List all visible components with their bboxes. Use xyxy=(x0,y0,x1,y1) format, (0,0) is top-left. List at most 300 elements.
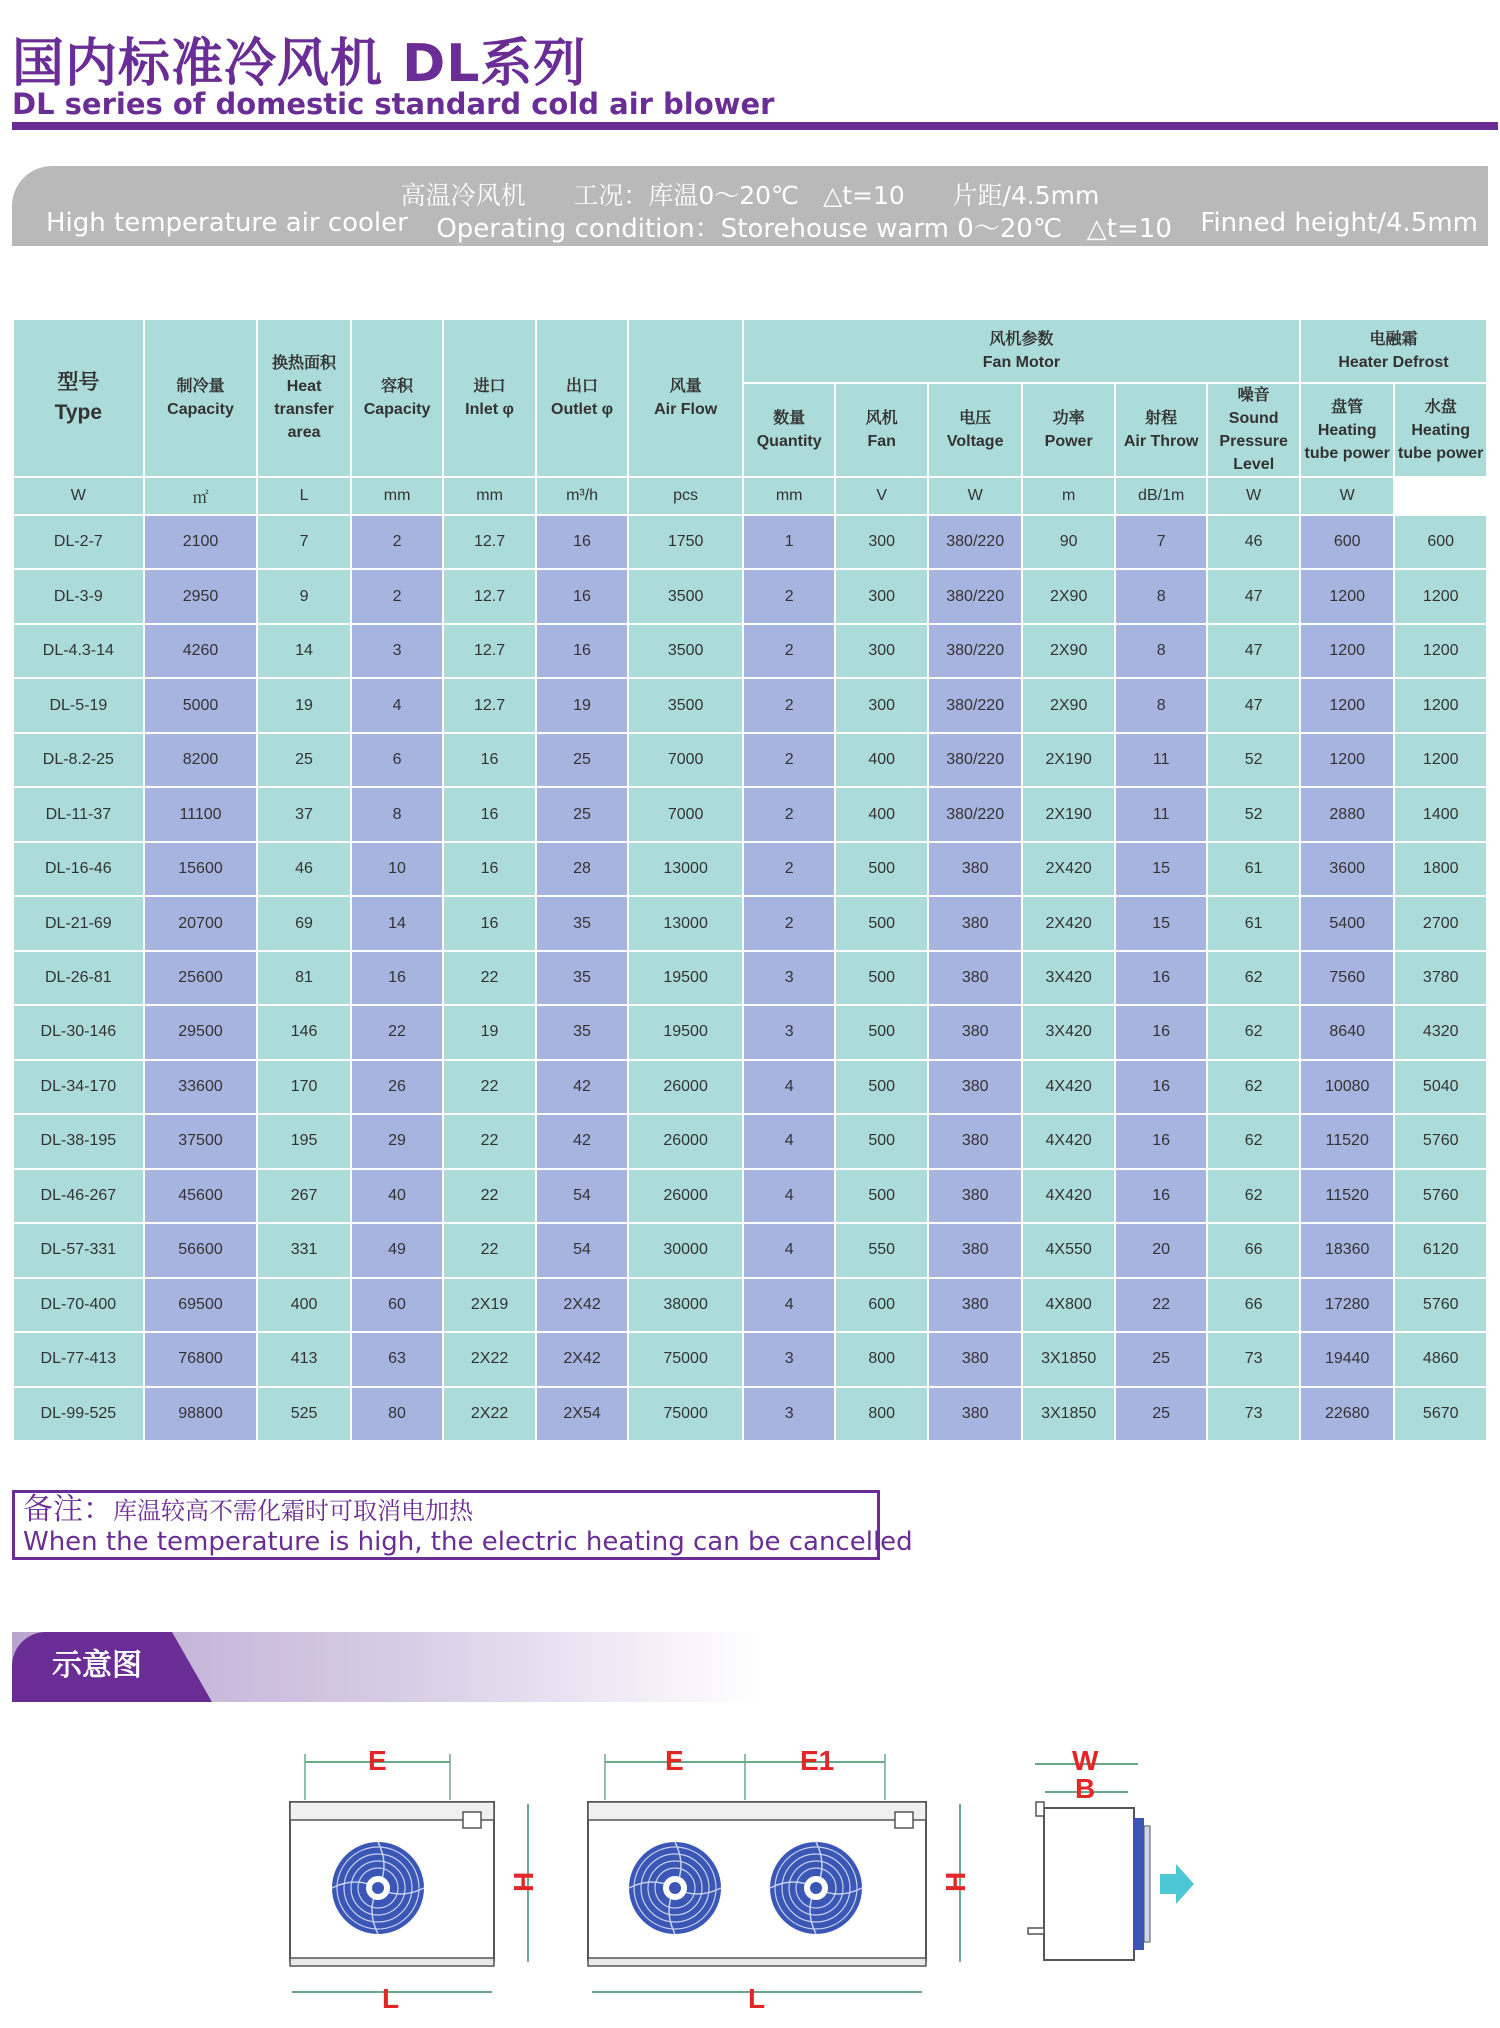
table-cell: 62 xyxy=(1207,1060,1300,1114)
table-cell: 1200 xyxy=(1394,624,1487,678)
table-cell: 16 xyxy=(1115,951,1208,1005)
table-cell: 14 xyxy=(257,624,351,678)
table-cell: 380 xyxy=(928,896,1023,950)
table-cell: 2X90 xyxy=(1022,569,1115,623)
table-cell: 2X22 xyxy=(443,1387,536,1442)
table-cell: 90 xyxy=(1022,515,1115,569)
spec-table xyxy=(12,318,1488,1442)
table-cell: 69 xyxy=(257,896,351,950)
table-cell: 5760 xyxy=(1394,1278,1487,1332)
table-cell: 2950 xyxy=(144,569,258,623)
table-cell: 15 xyxy=(1115,842,1208,896)
table-row xyxy=(13,1005,1487,1059)
table-cell: 16 xyxy=(536,515,629,569)
table-cell: 16 xyxy=(351,951,444,1005)
table-cell: 300 xyxy=(835,624,928,678)
table-cell: 11 xyxy=(1115,787,1208,841)
table-cell: 2X420 xyxy=(1022,842,1115,896)
table-cell: 380 xyxy=(928,1005,1023,1059)
table-cell: 146 xyxy=(257,1005,351,1059)
table-cell: 22680 xyxy=(1300,1387,1395,1442)
table-cell: 20 xyxy=(1115,1223,1208,1277)
dim-label-B: B xyxy=(1075,1773,1096,1804)
schematic-title: 示意图 xyxy=(52,1648,142,1683)
table-row xyxy=(13,1387,1487,1442)
table-cell: 3780 xyxy=(1394,951,1487,1005)
table-cell: 1200 xyxy=(1394,733,1487,787)
unit-cell: W xyxy=(1207,477,1300,515)
spec-table-body xyxy=(13,515,1487,1441)
table-cell: 19500 xyxy=(628,951,743,1005)
table-cell: 4 xyxy=(743,1223,836,1277)
table-cell: 98800 xyxy=(144,1387,258,1442)
table-cell: 46 xyxy=(257,842,351,896)
table-cell: 1200 xyxy=(1300,678,1395,732)
table-cell: 5760 xyxy=(1394,1114,1487,1168)
table-row xyxy=(13,1332,1487,1386)
unit-cell: mm xyxy=(351,477,444,515)
table-cell: 4 xyxy=(743,1278,836,1332)
header-type: 型号 Type xyxy=(13,319,144,477)
table-cell: 15600 xyxy=(144,842,258,896)
table-cell: 22 xyxy=(443,1169,536,1223)
table-cell: 300 xyxy=(835,678,928,732)
model-cell: DL-38-195 xyxy=(13,1114,144,1168)
model-cell: DL-57-331 xyxy=(13,1223,144,1277)
table-cell: 30000 xyxy=(628,1223,743,1277)
table-cell: 13000 xyxy=(628,896,743,950)
dim-label-E-unit1: E xyxy=(368,1745,387,1776)
unit-cell: ㎡ xyxy=(144,477,258,515)
table-cell: 400 xyxy=(835,733,928,787)
table-row xyxy=(13,1114,1487,1168)
table-cell: 35 xyxy=(536,896,629,950)
table-cell: 18360 xyxy=(1300,1223,1395,1277)
table-cell: 19 xyxy=(536,678,629,732)
unit-cell: pcs xyxy=(628,477,743,515)
table-cell: 73 xyxy=(1207,1332,1300,1386)
note-label: 备注： xyxy=(23,1492,113,1527)
table-cell: 3X420 xyxy=(1022,951,1115,1005)
table-cell: 3600 xyxy=(1300,842,1395,896)
table-cell: 9 xyxy=(257,569,351,623)
schematic-diagram xyxy=(0,1740,1500,2028)
table-cell: 25 xyxy=(536,733,629,787)
table-cell: 54 xyxy=(536,1223,629,1277)
table-cell: 2 xyxy=(743,733,836,787)
table-cell: 2 xyxy=(351,569,444,623)
table-cell: 2 xyxy=(743,678,836,732)
table-cell: 66 xyxy=(1207,1223,1300,1277)
table-cell: 19 xyxy=(257,678,351,732)
table-cell: 1200 xyxy=(1300,569,1395,623)
fan-icon-unit1 xyxy=(332,1842,424,1934)
table-cell: 1800 xyxy=(1394,842,1487,896)
header-quantity: 数量 Quantity xyxy=(743,383,836,477)
table-cell: 3X420 xyxy=(1022,1005,1115,1059)
table-cell: 19 xyxy=(443,1005,536,1059)
table-cell: 2 xyxy=(743,842,836,896)
table-cell: 500 xyxy=(835,842,928,896)
table-cell: 5760 xyxy=(1394,1169,1487,1223)
table-row xyxy=(13,515,1487,569)
table-cell: 2X90 xyxy=(1022,678,1115,732)
header-air-throw: 射程 Air Throw xyxy=(1115,383,1208,477)
table-cell: 19500 xyxy=(628,1005,743,1059)
table-cell: 2X22 xyxy=(443,1332,536,1386)
table-cell: 4 xyxy=(743,1114,836,1168)
page-title-en: DL series of domestic standard cold air blower xyxy=(12,87,775,121)
table-cell: 29500 xyxy=(144,1005,258,1059)
table-cell: 75000 xyxy=(628,1387,743,1442)
table-cell: 3500 xyxy=(628,569,743,623)
table-cell: 500 xyxy=(835,1169,928,1223)
fan-icon-unit2-right xyxy=(770,1842,862,1934)
table-cell: 3 xyxy=(351,624,444,678)
table-cell: 2X190 xyxy=(1022,733,1115,787)
table-cell: 22 xyxy=(443,1060,536,1114)
table-cell: 2100 xyxy=(144,515,258,569)
table-cell: 8640 xyxy=(1300,1005,1395,1059)
table-cell: 3 xyxy=(743,1387,836,1442)
table-cell: 46 xyxy=(1207,515,1300,569)
table-cell: 80 xyxy=(351,1387,444,1442)
note-cn xyxy=(23,1492,869,1527)
table-cell: 380/220 xyxy=(928,624,1023,678)
table-cell: 2X420 xyxy=(1022,896,1115,950)
unit-cell: dB/1m xyxy=(1115,477,1208,515)
table-cell: 16 xyxy=(536,624,629,678)
table-cell: 380 xyxy=(928,1060,1023,1114)
operating-conditions-banner xyxy=(12,166,1488,246)
table-cell: 16 xyxy=(443,787,536,841)
units-row xyxy=(13,477,1487,515)
table-row xyxy=(13,1060,1487,1114)
table-cell: 25 xyxy=(1115,1332,1208,1386)
table-cell: 380/220 xyxy=(928,569,1023,623)
title-divider xyxy=(12,122,1498,130)
header-fan-motor: 风机参数 Fan Motor xyxy=(743,319,1300,383)
table-cell: 15 xyxy=(1115,896,1208,950)
model-cell: DL-34-170 xyxy=(13,1060,144,1114)
dim-label-L-unit2: L xyxy=(748,1983,766,2014)
unit-cell: m xyxy=(1022,477,1115,515)
header-capacity: 制冷量 Capacity xyxy=(144,319,258,477)
table-cell: 2 xyxy=(743,896,836,950)
table-cell: 81 xyxy=(257,951,351,1005)
model-cell: DL-4.3-14 xyxy=(13,624,144,678)
table-cell: 52 xyxy=(1207,787,1300,841)
table-cell: 73 xyxy=(1207,1387,1300,1442)
table-cell: 4 xyxy=(743,1169,836,1223)
table-row xyxy=(13,1169,1487,1223)
table-cell: 2 xyxy=(743,624,836,678)
table-cell: 800 xyxy=(835,1332,928,1386)
header-outlet: 出口 Outlet φ xyxy=(536,319,629,477)
header-inlet: 进口 Inlet φ xyxy=(443,319,536,477)
table-cell: 195 xyxy=(257,1114,351,1168)
table-cell: 16 xyxy=(443,842,536,896)
table-cell: 380/220 xyxy=(928,515,1023,569)
table-cell: 7 xyxy=(257,515,351,569)
dim-label-H-unit2: H xyxy=(940,1871,971,1892)
table-cell: 11520 xyxy=(1300,1114,1395,1168)
table-cell: 16 xyxy=(1115,1005,1208,1059)
table-cell: 42 xyxy=(536,1060,629,1114)
table-cell: 16 xyxy=(443,733,536,787)
table-cell: 380 xyxy=(928,1114,1023,1168)
header-air-flow: 风量 Air Flow xyxy=(628,319,743,477)
table-cell: 61 xyxy=(1207,896,1300,950)
table-row xyxy=(13,896,1487,950)
side-view-drawing xyxy=(1028,1745,1194,1960)
table-cell: 66 xyxy=(1207,1278,1300,1332)
header-power: 功率 Power xyxy=(1022,383,1115,477)
table-cell: 4X420 xyxy=(1022,1060,1115,1114)
table-cell: 2X90 xyxy=(1022,624,1115,678)
table-cell: 25 xyxy=(1115,1387,1208,1442)
table-cell: 500 xyxy=(835,1114,928,1168)
model-cell: DL-30-146 xyxy=(13,1005,144,1059)
table-cell: 1400 xyxy=(1394,787,1487,841)
model-cell: DL-8.2-25 xyxy=(13,733,144,787)
table-cell: 2X42 xyxy=(536,1278,629,1332)
table-cell: 26 xyxy=(351,1060,444,1114)
table-cell: 300 xyxy=(835,569,928,623)
table-cell: 4X550 xyxy=(1022,1223,1115,1277)
table-cell: 45600 xyxy=(144,1169,258,1223)
model-cell: DL-77-413 xyxy=(13,1332,144,1386)
table-row xyxy=(13,733,1487,787)
model-cell: DL-70-400 xyxy=(13,1278,144,1332)
table-cell: 12.7 xyxy=(443,515,536,569)
table-cell: 2X190 xyxy=(1022,787,1115,841)
table-cell: 1750 xyxy=(628,515,743,569)
table-cell: 8 xyxy=(1115,569,1208,623)
table-cell: 380 xyxy=(928,1223,1023,1277)
model-cell: DL-26-81 xyxy=(13,951,144,1005)
conditions-en xyxy=(46,208,1478,245)
model-cell: DL-11-37 xyxy=(13,787,144,841)
table-cell: 500 xyxy=(835,1060,928,1114)
table-cell: 3 xyxy=(743,1332,836,1386)
table-cell: 500 xyxy=(835,1005,928,1059)
table-cell: 29 xyxy=(351,1114,444,1168)
table-cell: 400 xyxy=(257,1278,351,1332)
table-cell: 28 xyxy=(536,842,629,896)
table-cell: 7 xyxy=(1115,515,1208,569)
table-cell: 22 xyxy=(351,1005,444,1059)
header-volume: 容积 Capacity xyxy=(351,319,444,477)
table-row xyxy=(13,678,1487,732)
table-cell: 33600 xyxy=(144,1060,258,1114)
dim-label-H-unit1: H xyxy=(508,1871,539,1892)
model-cell: DL-46-267 xyxy=(13,1169,144,1223)
table-cell: 7560 xyxy=(1300,951,1395,1005)
table-cell: 4860 xyxy=(1394,1332,1487,1386)
table-cell: 16 xyxy=(443,896,536,950)
table-cell: 4X420 xyxy=(1022,1169,1115,1223)
table-cell: 47 xyxy=(1207,678,1300,732)
table-cell: 2880 xyxy=(1300,787,1395,841)
model-cell: DL-99-525 xyxy=(13,1387,144,1442)
table-cell: 22 xyxy=(443,1223,536,1277)
table-cell: 380 xyxy=(928,951,1023,1005)
table-cell: 380 xyxy=(928,1169,1023,1223)
table-cell: 6 xyxy=(351,733,444,787)
table-cell: 2 xyxy=(743,787,836,841)
table-cell: 69500 xyxy=(144,1278,258,1332)
table-cell: 380 xyxy=(928,1387,1023,1442)
table-cell: 1200 xyxy=(1394,678,1487,732)
model-cell: DL-3-9 xyxy=(13,569,144,623)
table-row xyxy=(13,787,1487,841)
table-cell: 1 xyxy=(743,515,836,569)
table-cell: 11100 xyxy=(144,787,258,841)
note-box xyxy=(12,1490,913,1560)
table-cell: 26000 xyxy=(628,1114,743,1168)
table-cell: 20700 xyxy=(144,896,258,950)
table-cell: 267 xyxy=(257,1169,351,1223)
table-cell: 5000 xyxy=(144,678,258,732)
table-cell: 800 xyxy=(835,1387,928,1442)
table-cell: 61 xyxy=(1207,842,1300,896)
table-cell: 300 xyxy=(835,515,928,569)
note-text-en: When the temperature is high, the electric heating can be cancelled xyxy=(23,1527,913,1557)
table-cell: 3500 xyxy=(628,624,743,678)
table-cell: 16 xyxy=(1115,1169,1208,1223)
table-cell: 600 xyxy=(1300,515,1395,569)
table-cell: 56600 xyxy=(144,1223,258,1277)
header-tray-heating: 水盘 Heating tube power xyxy=(1394,383,1487,477)
table-cell: 5670 xyxy=(1394,1387,1487,1442)
table-cell: 62 xyxy=(1207,1005,1300,1059)
page-title-cn: 国内标准冷风机 DL系列 xyxy=(12,34,587,94)
table-cell: 76800 xyxy=(144,1332,258,1386)
table-cell: 1200 xyxy=(1300,733,1395,787)
table-cell: 3 xyxy=(743,1005,836,1059)
table-cell: 7000 xyxy=(628,733,743,787)
table-row xyxy=(13,1223,1487,1277)
unit-cell: mm xyxy=(443,477,536,515)
table-cell: 380 xyxy=(928,842,1023,896)
table-cell: 4X800 xyxy=(1022,1278,1115,1332)
unit-cell: V xyxy=(835,477,928,515)
table-cell: 22 xyxy=(443,951,536,1005)
table-cell: 600 xyxy=(1394,515,1487,569)
table-cell: 25 xyxy=(257,733,351,787)
table-cell: 170 xyxy=(257,1060,351,1114)
table-cell: 19440 xyxy=(1300,1332,1395,1386)
table-cell: 4260 xyxy=(144,624,258,678)
table-cell: 22 xyxy=(1115,1278,1208,1332)
table-cell: 63 xyxy=(351,1332,444,1386)
table-cell: 3500 xyxy=(628,678,743,732)
table-cell: 5400 xyxy=(1300,896,1395,950)
table-cell: 2 xyxy=(351,515,444,569)
header-fan: 风机 Fan xyxy=(835,383,928,477)
table-cell: 600 xyxy=(835,1278,928,1332)
table-cell: 3X1850 xyxy=(1022,1387,1115,1442)
table-cell: 37 xyxy=(257,787,351,841)
table-cell: 14 xyxy=(351,896,444,950)
condition-fin-height: Finned height/4.5mm xyxy=(1200,208,1478,238)
table-cell: 37500 xyxy=(144,1114,258,1168)
table-cell: 413 xyxy=(257,1332,351,1386)
table-cell: 2700 xyxy=(1394,896,1487,950)
table-cell: 380/220 xyxy=(928,787,1023,841)
table-cell: 10080 xyxy=(1300,1060,1395,1114)
fan-icon-unit2-left xyxy=(629,1842,721,1934)
table-cell: 26000 xyxy=(628,1060,743,1114)
table-cell: 35 xyxy=(536,1005,629,1059)
table-cell: 16 xyxy=(536,569,629,623)
table-cell: 62 xyxy=(1207,1114,1300,1168)
table-cell: 22 xyxy=(443,1114,536,1168)
header-sound-pressure: 噪音 Sound Pressure Level xyxy=(1207,383,1300,477)
table-cell: 54 xyxy=(536,1169,629,1223)
table-cell: 380 xyxy=(928,1332,1023,1386)
model-cell: DL-16-46 xyxy=(13,842,144,896)
condition-operating: Operating condition：Storehouse warm 0～20℃ △t=10 xyxy=(436,214,1172,244)
table-cell: 12.7 xyxy=(443,678,536,732)
table-cell: 12.7 xyxy=(443,624,536,678)
table-cell: 2X54 xyxy=(536,1387,629,1442)
table-cell: 550 xyxy=(835,1223,928,1277)
table-cell: 4 xyxy=(743,1060,836,1114)
model-cell: DL-2-7 xyxy=(13,515,144,569)
table-cell: 1200 xyxy=(1300,624,1395,678)
unit-cell: W xyxy=(928,477,1023,515)
table-cell: 500 xyxy=(835,896,928,950)
table-row xyxy=(13,951,1487,1005)
unit-cell: mm xyxy=(743,477,836,515)
table-cell: 25 xyxy=(536,787,629,841)
double-fan-unit-drawing xyxy=(588,1745,971,2014)
dim-label-E1-unit2: E1 xyxy=(800,1745,835,1776)
table-cell: 8 xyxy=(351,787,444,841)
table-cell: 4 xyxy=(351,678,444,732)
table-cell: 47 xyxy=(1207,624,1300,678)
table-cell: 42 xyxy=(536,1114,629,1168)
table-cell: 16 xyxy=(1115,1114,1208,1168)
table-cell: 38000 xyxy=(628,1278,743,1332)
unit-cell: L xyxy=(257,477,351,515)
table-cell: 2 xyxy=(743,569,836,623)
note-text-cn: 库温较高不需化霜时可取消电加热 xyxy=(113,1497,473,1525)
table-cell: 17280 xyxy=(1300,1278,1395,1332)
header-heat-transfer-area: 换热面积 Heat transfer area xyxy=(257,319,351,477)
dim-label-L-unit1: L xyxy=(382,1983,400,2014)
table-cell: 380 xyxy=(928,1278,1023,1332)
table-row xyxy=(13,842,1487,896)
table-cell: 47 xyxy=(1207,569,1300,623)
table-cell: 3X1850 xyxy=(1022,1332,1115,1386)
table-cell: 3 xyxy=(743,951,836,1005)
table-cell: 4X420 xyxy=(1022,1114,1115,1168)
header-heater-defrost: 电融霜 Heater Defrost xyxy=(1300,319,1487,383)
table-cell: 49 xyxy=(351,1223,444,1277)
unit-cell: m³/h xyxy=(536,477,629,515)
table-cell: 7000 xyxy=(628,787,743,841)
table-cell: 75000 xyxy=(628,1332,743,1386)
table-cell: 525 xyxy=(257,1387,351,1442)
table-cell: 380/220 xyxy=(928,733,1023,787)
table-cell: 380/220 xyxy=(928,678,1023,732)
header-coil-heating: 盘管 Heating tube power xyxy=(1300,383,1395,477)
table-cell: 4320 xyxy=(1394,1005,1487,1059)
table-cell: 2X19 xyxy=(443,1278,536,1332)
